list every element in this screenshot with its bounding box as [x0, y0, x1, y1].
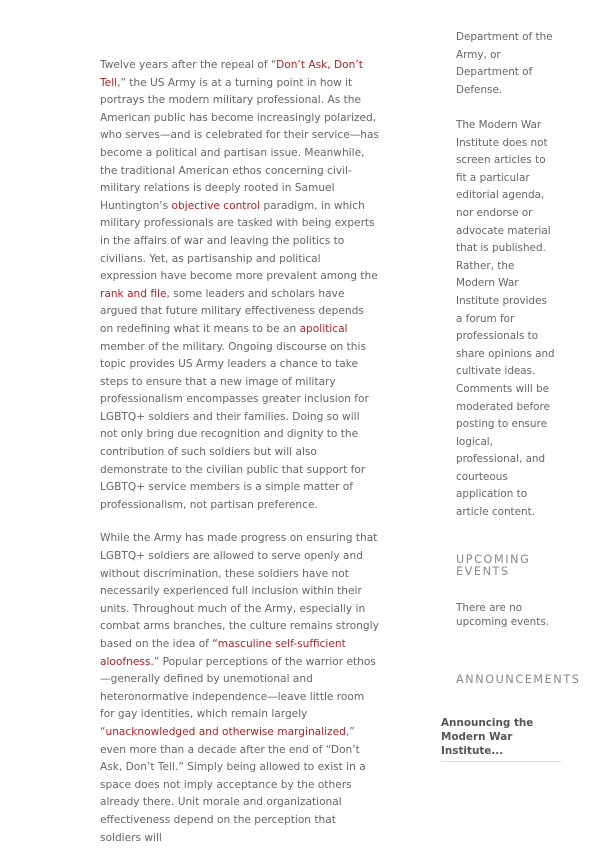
paragraph-text: , some leaders and scholars have argued that future military effectiveness depends on redefining what it means to be an — [100, 287, 364, 335]
paragraph-text: ,” even more than a decade after the end of “Don’t Ask, Don’t Tell.” Simply being allowed to exist in a space does not imply acceptance by the others already there. Unit morale and organizational effectiveness depend on the perception that soldiers will — [100, 725, 366, 844]
announcements-title: ANNOUNCEMENTS — [456, 673, 581, 686]
article-body — [100, 57, 380, 863]
announcement-link[interactable]: Announcing the Modern War Institute... — [441, 716, 561, 762]
dont-ask-dont-tell-link[interactable]: Don’t Ask, Don’t Tell — [100, 59, 363, 89]
paragraph-text: member of the military. Ongoing discourse on this topic provides US Army leaders a chance to take steps to ensure that a new image of military professionalism encompasses greater inclusion for LGBTQ+ soldiers and their families. Doing so will not only bring due recognition and dignity to the contribution of such soldiers but will also demonstrate to the civilian public that support for LGBTQ+ service members is a simple matter of professionalism, not partisan preference. — [100, 340, 369, 511]
masculine-aloofness-link[interactable]: “masculine self-sufficient aloofness. — [100, 638, 346, 668]
disclaimer-tail: Department of the Army, or Department of Defense. — [456, 31, 553, 96]
objective-control-link[interactable]: objective control — [171, 199, 261, 212]
paragraph-text: ,” the US Army is at a turning point in how it portrays the modern military professional. As the American public has become increasingly polarized, who serves—and is celebrated for their service—has become a political and partisan issue. Meanwhile, the traditional American ethos concerning civil-military relations is deeply rooted in Samuel Huntington’s — [100, 76, 380, 212]
disclaimer-text: The Modern War Institute does not screen articles to fit a particular editorial agenda, nor endorse or advocate material that is published. Rather, the Modern War Institute provides a forum for professionals to share opinions and cultivate ideas. Comments will be moderated before posting to ensure logical, professional, and courteous application to article content. — [456, 119, 555, 519]
upcoming-events-title: UPCOMING EVENTS — [456, 553, 531, 578]
apolitical-link[interactable]: apolitical — [299, 322, 348, 335]
rank-and-file-link[interactable]: rank and file — [100, 287, 167, 300]
upcoming-events-empty-text: There are no upcoming events. — [456, 602, 550, 628]
paragraph-text: ” Popular perceptions of the warrior ethos—generally defined by unemotional and heteronormative independence—leave little room for gay identities, which remain largely “ — [100, 655, 376, 738]
paragraph-text: Twelve years after the repeal of “ — [100, 59, 277, 71]
article-paragraph — [100, 530, 380, 847]
article-paragraph — [100, 57, 380, 514]
paragraph-text: While the Army has made progress on ensuring that LGBTQ+ soldiers are allowed to serve openly and without discrimination, these soldiers have not necessarily experienced full inclusion within their units. Throughout much of the Army, especially in combat arms branches, the culture remains strongly based on the idea of — [100, 532, 379, 650]
unacknowledged-link[interactable]: unacknowledged and otherwise marginalized — [105, 725, 346, 738]
paragraph-text: paradigm, in which military professionals are tasked with being experts in the affairs of war and leaving the politics to civilians. Yet, as partisanship and political expression have become more prevalent among the — [100, 199, 378, 283]
